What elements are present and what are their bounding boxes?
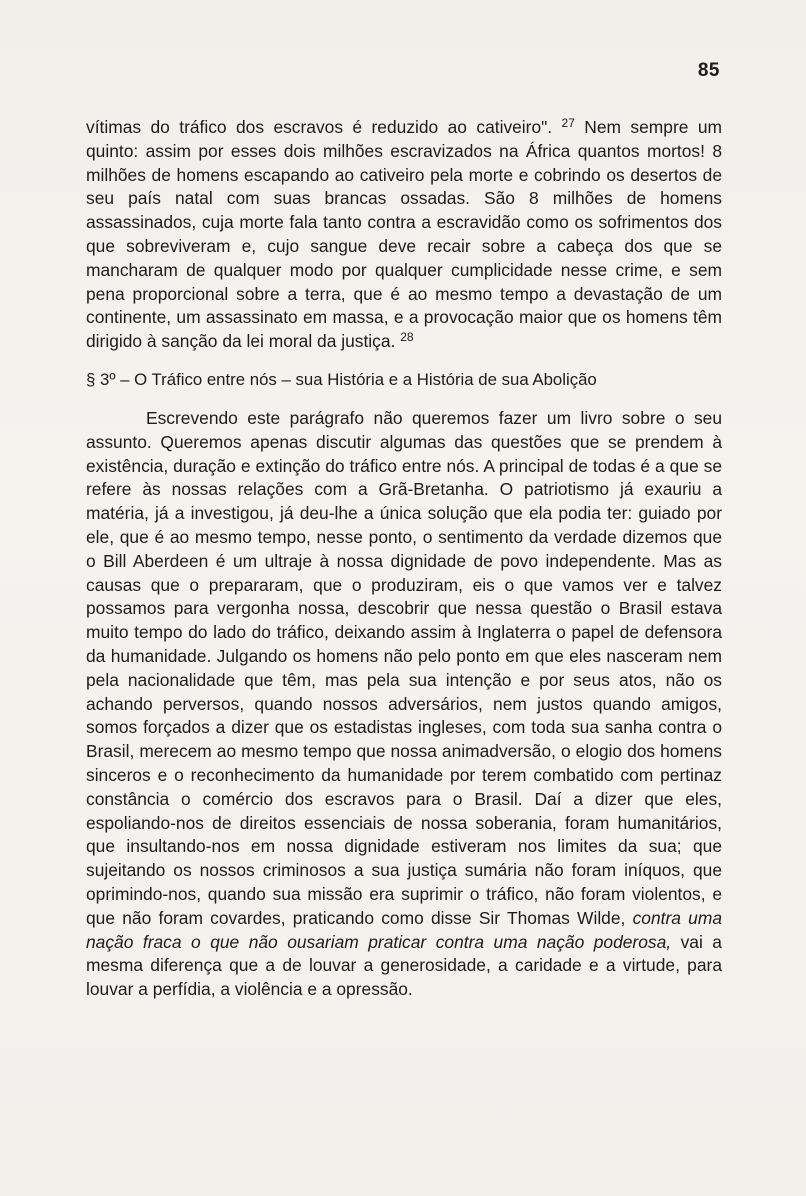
footnote-ref-28: 28	[400, 330, 414, 345]
paragraph-2-text-b: vai a mesma diferença que a de louvar a generosidade, a caridade e a virtude, para louvar a perfídia, a violência e a opressão.	[86, 931, 722, 1000]
paragraph-1-text-b: Nem sempre um quinto: assim por esses dois milhões escravizados na África quantos mortos! 8 milhões de homens escapando ao cativeiro pela morte e cobrindo os desertos de seu país natal com suas brancas ossadas. São 8 milhões de homens assassinados, cuja morte fala tanto contra a escravidão como os sofrimentos dos que sobreviveram e, cujo sangue deve recair sobre a cabeça dos que se mancharam de qualquer modo por qualquer cumplicidade nesse crime, e sem pena proporcional sobre a terra, que é ao mesmo tempo a devastação de um continente, um assassinato em massa, e a provocação maior que os homens têm dirigido à sanção da lei moral da justiça.	[86, 117, 722, 352]
body-text	[86, 116, 722, 1002]
paragraph-1-text-a: vítimas do tráfico dos escravos é reduzido ao cativeiro".	[86, 117, 562, 137]
paragraph-2-quote: contra uma nação fraca o que não ousariam praticar contra uma nação poderosa,	[86, 907, 722, 952]
footnote-ref-27: 27	[561, 116, 575, 130]
section-heading: § 3º – O Tráfico entre nós – sua História e a História de sua Abolição	[86, 369, 597, 389]
paragraph-2	[86, 407, 722, 1002]
paragraph-1	[86, 116, 722, 354]
paragraph-2-text-a: Escrevendo este parágrafo não queremos fazer um livro sobre o seu assunto. Queremos apenas discutir algumas das questões que se prendem à existência, duração e extinção do tráfico entre nós. A principal de todas é a que se refere às nossas relações com a Grã-Bretanha. O patriotismo já exauriu a matéria, já a investigou, já deu-lhe a única solução que ela podia ter: guiado por ele, que é ao mesmo tempo, nesse ponto, o sentimento da verdade dizemos que o Bill Aberdeen é um ultraje à nossa dignidade de povo independente. Mas as causas que o prepararam, que o produziram, eis o que vamos ver e talvez possamos para vergonha nossa, descobrir que nessa questão o Brasil estava muito tempo do lado do tráfico, deixando assim à Inglaterra o papel de defensora da humanidade. Julgando os homens não pelo ponto em que eles nasceram nem pela nacionalidade que têm, mas pela sua intenção e por seus atos, não os achando perversos, quando nossos adversários, nem justos quando amigos, somos forçados a dizer que os estadistas ingleses, com toda sua sanha contra o Brasil, merecem ao mesmo tempo que nossa animadversão, o elogio dos homens sinceros e o reconhecimento da humanidade por terem combatido com pertinaz constância o comércio dos escravos para o Brasil. Daí a dizer que eles, espoliando-nos de direitos essenciais de nossa soberania, foram humanitários, que insultando-nos em nossa dignidade estiveram nos limites da sua; que sujeitando os nossos criminosos a sua justiça sumária não foram iníquos, que oprimindo-nos, quando sua missão era suprimir o tráfico, não foram violentos, e que não foram covardes, praticando como disse Sir Thomas Wilde,	[86, 407, 722, 928]
page-number: 85	[697, 60, 720, 81]
